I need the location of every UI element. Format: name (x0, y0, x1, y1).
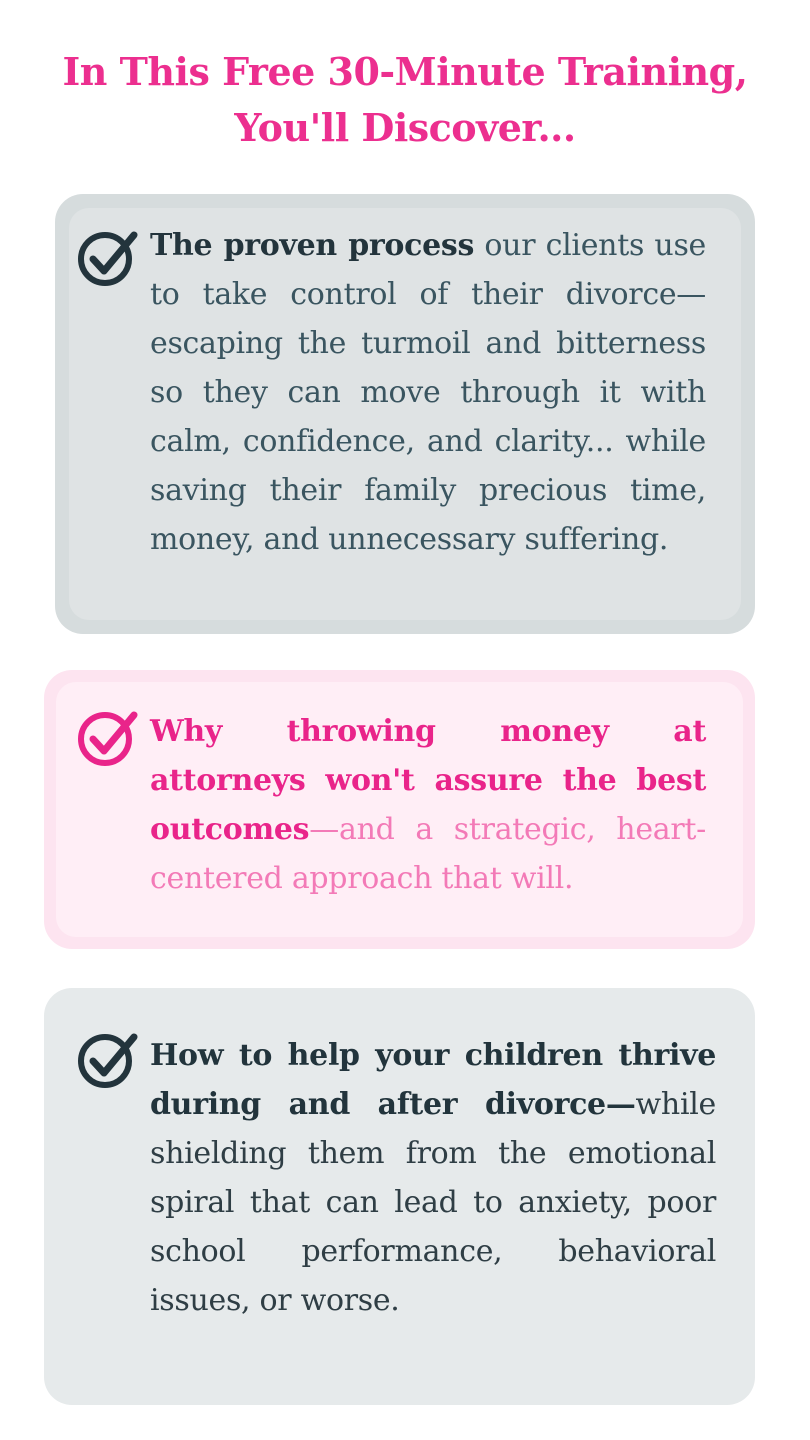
benefit-text-1 (150, 221, 706, 564)
benefit-lead-1: The proven process (150, 228, 475, 263)
check-circle-icon (78, 226, 140, 288)
heading-line-2: You'll Discover... (234, 105, 576, 150)
check-circle-icon (78, 1028, 140, 1090)
benefit-lead-3: How to help your children thrive during and after divorce— (150, 1038, 716, 1122)
heading-line-1: In This Free 30-Minute Training, (62, 49, 748, 94)
section-heading (0, 44, 810, 156)
check-circle-icon (78, 706, 140, 768)
benefit-text-2 (150, 707, 706, 903)
benefit-body-3: while shielding them from the emotional spiral that can lead to anxiety, poor school performance, behavioral issues, or worse. (150, 1087, 716, 1318)
benefit-body-2: —and a strategic, heart-centered approach that will. (150, 812, 706, 896)
benefit-body-1: our clients use to take control of their divorce—escaping the turmoil and bitterness so they can move through it with calm, confidence, and clarity... while saving their family precious time, money, and unnecessary suffering. (150, 228, 706, 557)
benefit-text-3 (150, 1031, 716, 1325)
benefit-lead-2: Why throwing money at attorneys won't assure the best outcomes (150, 714, 706, 847)
